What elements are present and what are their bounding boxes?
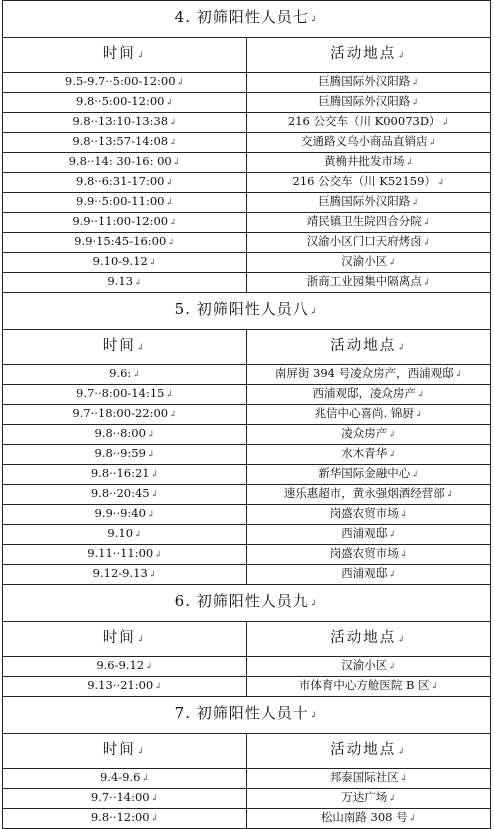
paragraph-mark: ↲ — [169, 218, 177, 228]
cell-place-text: 巨腾国际外汉阳路 — [318, 74, 411, 88]
cell-place-text: 巨腾国际外汉阳路 — [318, 194, 411, 208]
table-row — [3, 253, 491, 273]
paragraph-mark: ↲ — [154, 550, 162, 560]
cell-time-text: 9.7··8:00-14:15 — [76, 386, 165, 400]
cell-time — [3, 253, 247, 273]
cell-time-text: 9.10-9.12 — [92, 254, 148, 268]
cell-time — [3, 525, 247, 545]
cell-time — [3, 425, 247, 445]
cell-place — [247, 677, 491, 697]
table-row — [3, 485, 491, 505]
cell-time — [3, 505, 247, 525]
section-title — [3, 585, 491, 622]
cell-time — [3, 213, 247, 233]
cell-time-text: 9.5-9.7··5:00-12:00 — [64, 74, 176, 88]
table-header-row — [3, 622, 491, 657]
paragraph-mark: ↲ — [146, 430, 155, 440]
paragraph-mark: ↲ — [148, 258, 157, 268]
cell-place-text: 交通路义乌小商品直销店 — [300, 134, 428, 148]
paragraph-mark: ↲ — [172, 158, 181, 168]
paragraph-mark: ↲ — [132, 370, 140, 380]
cell-place — [247, 93, 491, 113]
header-place-text: 活动地点 — [330, 742, 397, 758]
paragraph-mark: ↲ — [408, 814, 417, 824]
cell-place — [247, 153, 491, 173]
paragraph-mark: ↲ — [388, 258, 396, 268]
cell-place-text: 黄桷井批发市场 — [323, 154, 405, 168]
paragraph-mark: ↲ — [150, 470, 159, 480]
cell-place — [247, 405, 491, 425]
paragraph-mark: ↲ — [399, 510, 408, 520]
paragraph-mark: ↲ — [309, 307, 319, 317]
paragraph-mark: ↲ — [165, 198, 173, 208]
paragraph-mark: ↲ — [411, 78, 419, 88]
section-title-row — [3, 585, 491, 622]
cell-place-text: 松山南路 308 号 — [320, 810, 408, 824]
cell-place-text: 岗盛农贸市场 — [329, 506, 399, 520]
header-time — [3, 330, 247, 365]
cell-place-text: 岗盛农贸市场 — [329, 546, 399, 560]
header-place-text: 活动地点 — [330, 338, 397, 354]
paragraph-mark: ↲ — [422, 278, 431, 288]
cell-place — [247, 213, 491, 233]
paragraph-mark: ↲ — [146, 510, 155, 520]
itinerary-table-body — [3, 1, 491, 829]
table-row — [3, 565, 491, 585]
cell-place — [247, 365, 491, 385]
cell-place — [247, 425, 491, 445]
paragraph-mark: ↲ — [165, 98, 173, 108]
cell-place — [247, 133, 491, 153]
paragraph-mark: ↲ — [309, 711, 319, 721]
cell-place-text: 靖民镇卫生院四合分院 — [306, 214, 422, 228]
section-title-text: 5. 初筛阳性人员八 — [174, 300, 309, 318]
paragraph-mark: ↲ — [388, 430, 396, 440]
cell-time-text: 9.9·15:45-16:00 — [74, 234, 167, 248]
cell-place-text: 216 公交车（川 K00073D） — [287, 114, 441, 128]
cell-time-text: 9.10 — [107, 526, 134, 540]
section-title-row — [3, 1, 491, 38]
cell-time — [3, 193, 247, 213]
paragraph-mark: ↲ — [165, 178, 173, 188]
cell-place — [247, 233, 491, 253]
cell-place — [247, 545, 491, 565]
table-row — [3, 365, 491, 385]
table-row — [3, 445, 491, 465]
header-time-text: 时间 — [102, 630, 136, 646]
table-row — [3, 657, 491, 677]
section-title-text: 4. 初筛阳性人员七 — [174, 8, 309, 26]
cell-time-text: 9.6-9.12 — [96, 658, 145, 672]
cell-time — [3, 677, 247, 697]
cell-time — [3, 93, 247, 113]
cell-place-text: 汉渝小区 — [341, 254, 388, 268]
section-title-text: 7. 初筛阳性人员十 — [174, 704, 309, 722]
header-place — [247, 330, 491, 365]
cell-place-text: 216 公交车（川 K52159） — [292, 174, 436, 188]
paragraph-mark: ↲ — [146, 450, 155, 460]
paragraph-mark: ↲ — [167, 238, 175, 248]
table-header-row — [3, 38, 491, 73]
paragraph-mark: ↲ — [309, 15, 319, 25]
cell-place — [247, 73, 491, 93]
cell-time-text: 9.8··16:21 — [90, 466, 150, 480]
paragraph-mark: ↲ — [388, 662, 396, 672]
cell-time — [3, 565, 247, 585]
paragraph-mark: ↲ — [176, 78, 185, 88]
cell-time-text: 9.11··11:00 — [87, 546, 154, 560]
paragraph-mark: ↲ — [445, 490, 454, 500]
table-row — [3, 93, 491, 113]
cell-time — [3, 173, 247, 193]
cell-time-text: 9.9··9:40 — [94, 506, 146, 520]
header-place-text: 活动地点 — [330, 46, 397, 62]
table-row — [3, 113, 491, 133]
table-row — [3, 505, 491, 525]
cell-time-text: 9.12-9.13 — [92, 566, 148, 580]
cell-place-text: 浙商工业园集中隔离点 — [306, 274, 422, 288]
cell-place — [247, 273, 491, 293]
cell-time — [3, 133, 247, 153]
paragraph-mark: ↲ — [134, 530, 142, 540]
cell-time — [3, 465, 247, 485]
table-row — [3, 789, 491, 809]
table-row — [3, 525, 491, 545]
table-header-row — [3, 734, 491, 769]
cell-place-text: 水木青华 — [341, 446, 388, 460]
table-row — [3, 273, 491, 293]
cell-time-text: 9.13 — [107, 274, 134, 288]
cell-time — [3, 545, 247, 565]
cell-time-text: 9.8··13:10-13:38 — [72, 114, 169, 128]
cell-time — [3, 113, 247, 133]
paragraph-mark: ↲ — [388, 450, 396, 460]
cell-time — [3, 73, 247, 93]
cell-place — [247, 113, 491, 133]
cell-place-text: 万达广场 — [341, 790, 388, 804]
paragraph-mark: ↲ — [141, 774, 149, 784]
header-place — [247, 622, 491, 657]
cell-time-text: 9.8··14: 30-16: 00 — [68, 154, 172, 168]
cell-place — [247, 769, 491, 789]
paragraph-mark: ↲ — [454, 370, 463, 380]
paragraph-mark: ↲ — [169, 118, 177, 128]
table-row — [3, 385, 491, 405]
paragraph-mark: ↲ — [405, 158, 414, 168]
cell-place-text: 凌众房产 — [341, 426, 388, 440]
paragraph-mark: ↲ — [436, 178, 445, 188]
paragraph-mark: ↲ — [422, 218, 431, 228]
cell-time-text: 9.8··9:59 — [94, 446, 146, 460]
paragraph-mark: ↲ — [136, 343, 147, 353]
table-row — [3, 545, 491, 565]
paragraph-mark: ↲ — [414, 410, 423, 420]
cell-time — [3, 365, 247, 385]
cell-time-text: 9.13··21:00 — [87, 678, 154, 692]
cell-place-text: 市体育中心方舱医院 B 区 — [298, 678, 430, 692]
header-time — [3, 38, 247, 73]
cell-place-text: 西浦观邸 — [341, 566, 388, 580]
table-row — [3, 425, 491, 445]
paragraph-mark: ↲ — [150, 794, 159, 804]
cell-time-text: 9.9··11:00-12:00 — [72, 214, 169, 228]
paragraph-mark: ↲ — [397, 747, 407, 757]
cell-time — [3, 485, 247, 505]
cell-place-text: 巨腾国际外汉阳路 — [318, 94, 411, 108]
section-title-text: 6. 初筛阳性人员九 — [174, 592, 309, 610]
cell-time — [3, 405, 247, 425]
paragraph-mark: ↲ — [397, 51, 407, 61]
header-place — [247, 734, 491, 769]
cell-place — [247, 657, 491, 677]
paragraph-mark: ↲ — [397, 635, 407, 645]
cell-place — [247, 253, 491, 273]
cell-place-text: 兆信中心喜尚. 锦厨 — [314, 406, 414, 420]
table-row — [3, 133, 491, 153]
table-row — [3, 405, 491, 425]
paragraph-mark: ↲ — [388, 794, 396, 804]
paragraph-mark: ↲ — [136, 51, 147, 61]
cell-time-text: 9.8··13:57-14:08 — [72, 134, 169, 148]
cell-place-text: 新华国际金融中心 — [318, 466, 411, 480]
section-title-row — [3, 697, 491, 734]
paragraph-mark: ↲ — [422, 238, 431, 248]
paragraph-mark: ↲ — [150, 490, 159, 500]
paragraph-mark: ↲ — [165, 390, 173, 400]
cell-time-text: 9.8··8:00 — [94, 426, 146, 440]
cell-time — [3, 789, 247, 809]
paragraph-mark: ↲ — [136, 635, 147, 645]
paragraph-mark: ↲ — [411, 98, 419, 108]
table-row — [3, 153, 491, 173]
table-row — [3, 465, 491, 485]
cell-place — [247, 173, 491, 193]
cell-place — [247, 809, 491, 829]
paragraph-mark: ↲ — [411, 470, 419, 480]
cell-place-text: 邦泰国际社区 — [329, 770, 399, 784]
cell-time-text: 9.7··14:00 — [90, 790, 150, 804]
header-time-text: 时间 — [102, 742, 136, 758]
cell-time — [3, 657, 247, 677]
cell-place — [247, 565, 491, 585]
cell-time-text: 9.9··5:00-11:00 — [76, 194, 165, 208]
paragraph-mark: ↲ — [388, 530, 396, 540]
cell-place — [247, 385, 491, 405]
cell-time-text: 9.8··20:45 — [90, 486, 150, 500]
table-row — [3, 677, 491, 697]
header-place-text: 活动地点 — [330, 630, 397, 646]
paragraph-mark: ↲ — [399, 550, 408, 560]
cell-time-text: 9.8··5:00-12:00 — [76, 94, 165, 108]
cell-place — [247, 505, 491, 525]
paragraph-mark: ↲ — [399, 774, 408, 784]
paragraph-mark: ↲ — [148, 570, 157, 580]
paragraph-mark: ↲ — [388, 570, 396, 580]
cell-time — [3, 385, 247, 405]
cell-place — [247, 465, 491, 485]
table-row — [3, 769, 491, 789]
cell-time-text: 9.8··6:31-17:00 — [76, 174, 165, 188]
cell-time — [3, 809, 247, 829]
section-title — [3, 1, 491, 38]
cell-time-text: 9.7··18:00-22:00 — [72, 406, 169, 420]
section-title — [3, 293, 491, 330]
cell-time — [3, 273, 247, 293]
cell-time — [3, 769, 247, 789]
itinerary-document — [2, 0, 491, 829]
cell-place — [247, 789, 491, 809]
section-title — [3, 697, 491, 734]
table-header-row — [3, 330, 491, 365]
paragraph-mark: ↲ — [154, 682, 162, 692]
paragraph-mark: ↲ — [411, 198, 419, 208]
header-time — [3, 622, 247, 657]
section-title-row — [3, 293, 491, 330]
table-row — [3, 193, 491, 213]
table-row — [3, 233, 491, 253]
cell-place — [247, 193, 491, 213]
itinerary-table — [2, 0, 491, 829]
paragraph-mark: ↲ — [150, 814, 159, 824]
header-place — [247, 38, 491, 73]
paragraph-mark: ↲ — [145, 662, 153, 672]
table-row — [3, 213, 491, 233]
paragraph-mark: ↲ — [441, 118, 450, 128]
table-row — [3, 809, 491, 829]
paragraph-mark: ↲ — [134, 278, 142, 288]
paragraph-mark: ↲ — [397, 343, 407, 353]
cell-place-text: 南屏街 394 号凌众房产，西浦观邸 — [274, 366, 454, 380]
cell-place-text: 速乐惠超市，黄永强烟酒经营部 — [283, 486, 445, 500]
cell-time-text: 9.4-9.6 — [99, 770, 141, 784]
header-time-text: 时间 — [102, 338, 136, 354]
cell-place-text: 西浦观邸，凌众房产 — [312, 386, 416, 400]
table-row — [3, 73, 491, 93]
cell-time-text: 9.6: — [109, 366, 132, 380]
paragraph-mark: ↲ — [430, 682, 439, 692]
cell-time — [3, 233, 247, 253]
header-time-text: 时间 — [102, 46, 136, 62]
paragraph-mark: ↲ — [169, 138, 177, 148]
cell-time — [3, 153, 247, 173]
header-time — [3, 734, 247, 769]
paragraph-mark: ↲ — [136, 747, 147, 757]
cell-time-text: 9.8··12:00 — [90, 810, 150, 824]
cell-place-text: 汉渝小区 — [341, 658, 388, 672]
cell-place-text: 汉渝小区门口天府烤卤 — [306, 234, 422, 248]
paragraph-mark: ↲ — [416, 390, 425, 400]
paragraph-mark: ↲ — [169, 410, 177, 420]
paragraph-mark: ↲ — [428, 138, 437, 148]
cell-place — [247, 525, 491, 545]
table-row — [3, 173, 491, 193]
cell-place-text: 西浦观邸 — [341, 526, 388, 540]
cell-place — [247, 445, 491, 465]
cell-place — [247, 485, 491, 505]
cell-time — [3, 445, 247, 465]
paragraph-mark: ↲ — [309, 599, 319, 609]
